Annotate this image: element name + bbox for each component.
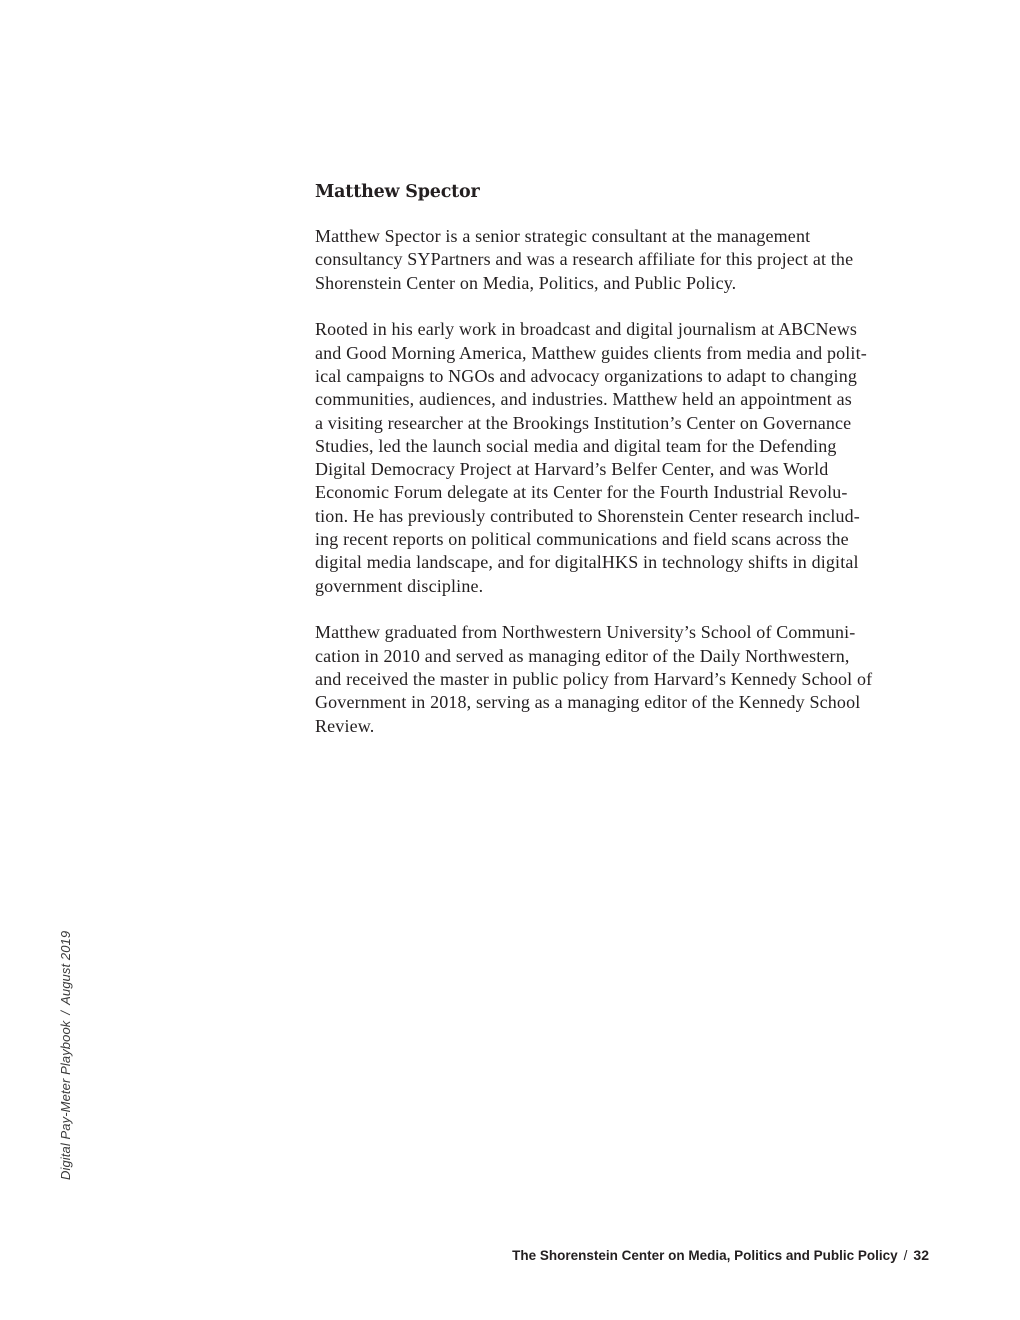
bio-paragraph-2: Rooted in his early work in broadcast and digital journalism at ABCNews and Good Morning America, Matthew guides clients from media and polit- ical campaigns to NGOs and advocacy organizations to adapt to changing communities, audiences, and industries. Matthew held an appointment as a visiting researcher at the Brookings Institution’s Center on Governance Studies, led the launch social media and digital team for the Defending Digital Democracy Project at Harvard’s Belfer Center, and was World Economic Forum delegate at its Center for the Fourth Industrial Revolu- tion. He has previously contributed to Shorenstein Center research includ- ing recent reports on political communications and field scans across the digital media landscape, and for digitalHKS in technology shifts in digital government discipline. <box>315 319 867 596</box>
page-number: 32 <box>913 1247 929 1263</box>
side-running-title <box>58 931 73 1180</box>
bio-paragraph-1: Matthew Spector is a senior strategic consultant at the management consultancy SYPartners and was a research affiliate for this project at the Shorenstein Center on Media, Politics, and Public Policy. <box>315 226 854 293</box>
bio-paragraph-3: Matthew graduated from Northwestern University’s School of Communi- cation in 2010 and served as managing editor of the Daily Northwestern, and received the master in public policy from Harvard’s Kennedy School of Government in 2018, serving as a managing editor of the Kennedy School Review. <box>315 622 873 736</box>
author-name: Matthew Spector <box>315 182 480 202</box>
publication-date: August 2019 <box>58 930 73 1005</box>
bio-section <box>315 178 935 761</box>
footer-separator: / <box>903 1248 908 1263</box>
page-footer <box>512 1247 929 1263</box>
side-separator: / <box>58 1010 73 1015</box>
publication-title: Digital Pay-Meter Playbook <box>58 1020 73 1180</box>
footer-org: The Shorenstein Center on Media, Politics and Public Policy <box>512 1248 898 1263</box>
